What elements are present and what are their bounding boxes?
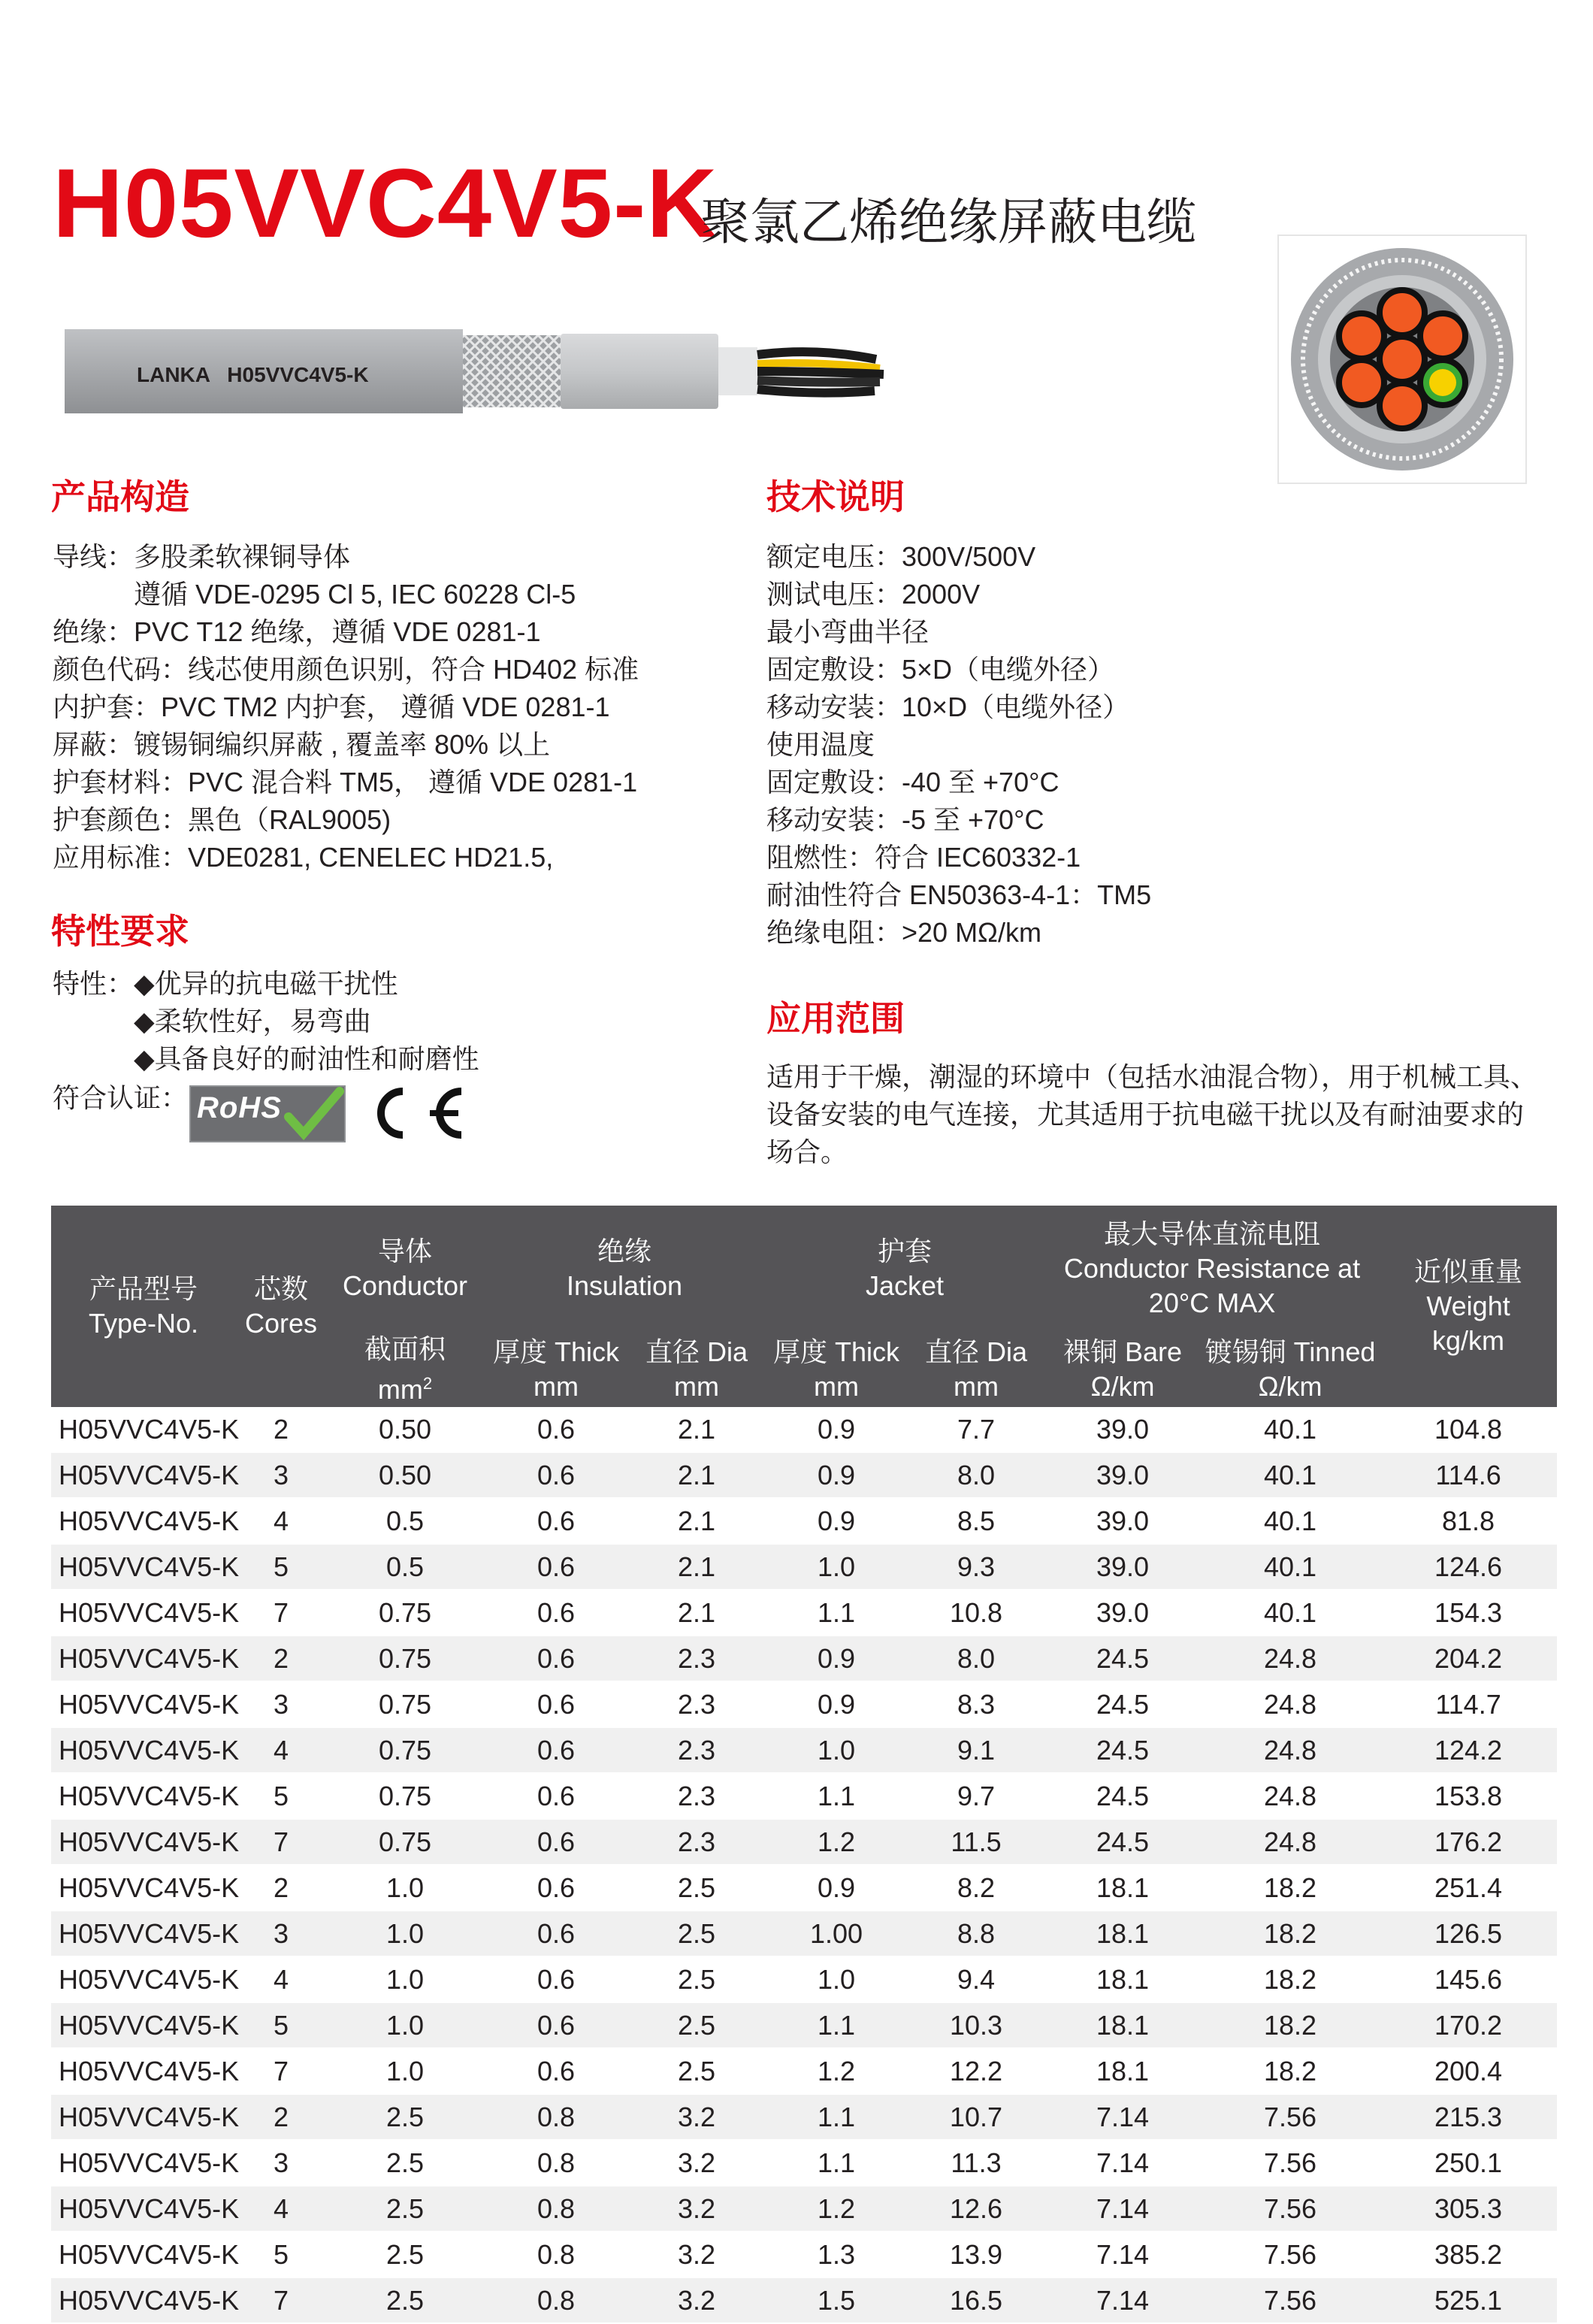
technical-line: 固定敷设：5×D（电缆外径） [766, 654, 1115, 685]
table-cell: H05VVC4V5-K [59, 2055, 240, 2086]
table-cell: 12.2 [949, 2055, 1003, 2086]
table-cell: 24.5 [1096, 1780, 1150, 1811]
table-cell: 24.5 [1096, 1688, 1150, 1720]
table-cell: 18.1 [1096, 2055, 1150, 2086]
table-cell: 0.6 [537, 1688, 576, 1720]
table-cell: 0.9 [817, 1872, 856, 1903]
table-cell: 18.2 [1263, 2055, 1317, 2086]
table-cell: H05VVC4V5-K [51, 1727, 236, 1773]
table-cell: 200.4 [1434, 2055, 1503, 2086]
table-cell: 0.6 [484, 1452, 628, 1498]
table-cell: 1.1 [817, 1780, 856, 1811]
header-bare: 裸铜 Bare Ω/km [1044, 1332, 1201, 1407]
table-cell: 2.5 [677, 1963, 716, 1995]
table-cell: 39.0 [1096, 1413, 1150, 1445]
table-cell: 8.3 [957, 1688, 996, 1720]
application-line: 适用于干燥，潮湿的环境中（包括水油混合物），用于机械工具、 [766, 1061, 1538, 1092]
table-cell: 0.6 [537, 1963, 576, 1995]
table-cell: 1.0 [326, 2002, 484, 2048]
table-cell: 0.9 [765, 1636, 908, 1681]
table-cell: 10.3 [908, 2002, 1044, 2048]
table-cell: H05VVC4V5-K [51, 2277, 236, 2323]
table-cell: 104.8 [1434, 1413, 1503, 1445]
table-cell: 124.2 [1380, 1727, 1557, 1773]
table-row [51, 1727, 1557, 1773]
table-cell: 13.9 [949, 2238, 1003, 2270]
construction-list [53, 538, 639, 876]
application-text [766, 1058, 1537, 1171]
table-cell: 5 [236, 1544, 326, 1590]
spec-table [51, 1206, 1557, 2324]
construction-line: 颜色代码：线芯使用颜色识别，符合 HD402 标准 [53, 654, 639, 685]
table-cell: 0.6 [484, 1727, 628, 1773]
table-cell: 2.3 [677, 1780, 716, 1811]
table-cell: 3.2 [628, 2186, 765, 2232]
table-cell: 2 [236, 2094, 326, 2140]
table-cell: 0.50 [378, 1413, 432, 1445]
technical-line: 固定敷设：-40 至 +70°C [766, 767, 1059, 797]
table-cell: 0.6 [484, 1636, 628, 1681]
table-cell: 7.56 [1263, 2147, 1317, 2178]
table-cell: 1.1 [817, 2147, 856, 2178]
table-cell: 0.6 [537, 1780, 576, 1811]
table-cell: 3 [236, 1452, 326, 1498]
table-cell: 114.7 [1435, 1688, 1501, 1720]
technical-line: 阻燃性：符合 IEC60332-1 [766, 842, 1081, 873]
table-cell: H05VVC4V5-K [59, 1505, 240, 1536]
table-cell: 10.7 [908, 2094, 1044, 2140]
table-row [51, 1819, 1557, 1865]
technical-heading: 技术说明 [766, 477, 905, 516]
table-cell: 7 [236, 2277, 326, 2323]
table-cell: H05VVC4V5-K [51, 2002, 236, 2048]
table-cell: 24.8 [1263, 1780, 1317, 1811]
table-cell: 2.5 [326, 2094, 484, 2140]
checkmark-icon [281, 1087, 344, 1141]
table-cell: 1.2 [817, 2055, 856, 2086]
table-cell: 145.6 [1434, 1963, 1503, 1995]
table-cell: H05VVC4V5-K [59, 1872, 240, 1903]
construction-line: 绝缘：PVC T12 绝缘，遵循 VDE 0281-1 [53, 616, 541, 647]
technical-line: 最小弯曲半径 [766, 616, 930, 647]
table-cell: 7.14 [1096, 2147, 1150, 2178]
table-cell: 1.0 [326, 1911, 484, 1956]
table-cell: 1.1 [765, 2002, 908, 2048]
feature-line: ◆柔软性好，易弯曲 [53, 1006, 371, 1036]
table-cell: 0.6 [537, 1505, 576, 1536]
table-cell: 0.6 [537, 1413, 576, 1445]
table-cell: 0.9 [817, 1413, 856, 1445]
table-cell: 18.1 [1044, 2002, 1201, 2048]
table-cell: 0.50 [326, 1452, 484, 1498]
table-row [51, 1544, 1557, 1590]
header-ins-dia: 直径 Dia mm [628, 1332, 765, 1407]
table-cell: 18.1 [1044, 1911, 1201, 1956]
table-cell: 24.8 [1201, 1819, 1380, 1865]
table-cell: 0.8 [537, 2238, 576, 2270]
construction-line: 导线：多股柔软裸铜导体 [53, 541, 351, 572]
construction-line: 屏蔽：镀锡铜编织屏蔽 , 覆盖率 80% 以上 [53, 729, 551, 760]
table-cell: 18.1 [1096, 1872, 1150, 1903]
table-cell: 24.8 [1201, 1636, 1380, 1681]
technical-line: 绝缘电阻：>20 MΩ/km [766, 917, 1041, 948]
table-cell: 0.75 [326, 1636, 484, 1681]
table-cell: 154.3 [1434, 1596, 1503, 1628]
table-cell: 1.1 [817, 1596, 856, 1628]
header-tinned: 镀锡铜 Tinned Ω/km [1201, 1332, 1380, 1407]
construction-line: 应用标准：VDE0281, CENELEC HD21.5, [53, 842, 554, 873]
table-cell: 7 [273, 2055, 289, 2086]
ce-mark-icon [358, 1087, 470, 1139]
table-cell: 18.2 [1263, 1872, 1317, 1903]
table-cell: 40.1 [1263, 1505, 1317, 1536]
table-cell: 0.75 [378, 1780, 432, 1811]
core-icon [1339, 290, 1465, 428]
table-cell: 2.3 [628, 1636, 765, 1681]
table-cell: 5 [236, 2002, 326, 2048]
table-cell: 3 [273, 1688, 289, 1720]
table-cell: 24.5 [1044, 1636, 1201, 1681]
table-cell: 3.2 [677, 2147, 716, 2178]
table-cell: 2.1 [628, 1452, 765, 1498]
table-cell: 251.4 [1434, 1872, 1503, 1903]
table-cell: 204.2 [1380, 1636, 1557, 1681]
table-cell: 7.14 [1096, 2238, 1150, 2270]
table-cell: 1.2 [765, 2186, 908, 2232]
table-cell: 3 [273, 2147, 289, 2178]
table-cell: 7 [273, 1596, 289, 1628]
table-cell: 2.1 [628, 1544, 765, 1590]
table-cell: 24.8 [1201, 1727, 1380, 1773]
rohs-logo [189, 1085, 346, 1142]
header-jac-dia: 直径 Dia mm [908, 1332, 1044, 1407]
header-conductor: 导体 Conductor [326, 1206, 484, 1332]
technical-line: 额定电压：300V/500V [766, 541, 1036, 572]
header-weight: 近似重量 Weight kg/km [1380, 1206, 1557, 1407]
table-row [51, 1911, 1557, 1956]
table-cell: H05VVC4V5-K [59, 1780, 240, 1811]
table-cell: 18.2 [1263, 1963, 1317, 1995]
table-cell: 1.5 [765, 2277, 908, 2323]
table-cell: 18.2 [1201, 2002, 1380, 2048]
table-cell: 3.2 [628, 2094, 765, 2140]
table-cell: 2.5 [628, 1911, 765, 1956]
technical-line: 测试电压：2000V [766, 579, 981, 610]
table-row [51, 1590, 1557, 1636]
table-cell: 0.6 [484, 1911, 628, 1956]
table-cell: 0.8 [484, 2186, 628, 2232]
header-jac-thick: 厚度 Thick mm [765, 1332, 908, 1407]
table-cell: 4 [273, 1963, 289, 1995]
table-cell: H05VVC4V5-K [51, 1636, 236, 1681]
header-jacket: 护套 Jacket [765, 1206, 1044, 1332]
table-cell: 16.5 [908, 2277, 1044, 2323]
construction-line: 护套颜色：黑色（RAL9005) [53, 804, 391, 835]
features-heading: 特性要求 [51, 912, 189, 951]
table-cell: 2.1 [677, 1596, 716, 1628]
construction-line: 护套材料：PVC 混合料 TM5， 遵循 VDE 0281-1 [53, 767, 638, 797]
table-cell: 24.5 [1044, 1819, 1201, 1865]
table-cell: 0.75 [326, 1727, 484, 1773]
table-cell: 525.1 [1380, 2277, 1557, 2323]
table-cell: H05VVC4V5-K [51, 2186, 236, 2232]
table-cell: 5 [273, 2238, 289, 2270]
table-cell: 0.9 [765, 1452, 908, 1498]
table-cell: 0.5 [326, 1544, 484, 1590]
table-cell: 7.56 [1201, 2186, 1380, 2232]
table-cell: 7.56 [1201, 2094, 1380, 2140]
table-cell: 40.1 [1263, 1596, 1317, 1628]
table-cell: 39.0 [1044, 1452, 1201, 1498]
table-cell: 10.8 [949, 1596, 1003, 1628]
table-cell: 114.6 [1380, 1452, 1557, 1498]
table-cell: 39.0 [1096, 1596, 1150, 1628]
table-row [51, 2186, 1557, 2232]
table-row [51, 1681, 1557, 1727]
cert-label: 符合认证： [53, 1082, 189, 1113]
table-cell: H05VVC4V5-K [51, 1544, 236, 1590]
table-row [51, 1407, 1557, 1452]
header-ins-thick: 厚度 Thick mm [484, 1332, 628, 1407]
table-cell: 1.3 [817, 2238, 856, 2270]
table-cell: 0.6 [537, 2055, 576, 2086]
table-cell: H05VVC4V5-K [51, 1452, 236, 1498]
table-cell: H05VVC4V5-K [59, 1596, 240, 1628]
table-cell: 0.8 [537, 2147, 576, 2178]
table-cell: 0.6 [537, 1872, 576, 1903]
table-cell: 153.8 [1434, 1780, 1503, 1811]
table-cell: 1.0 [385, 1963, 425, 1995]
table-cell: H05VVC4V5-K [59, 1688, 240, 1720]
table-cell: H05VVC4V5-K [59, 1413, 240, 1445]
table-cell: 215.3 [1380, 2094, 1557, 2140]
table-cell: 2.5 [628, 2002, 765, 2048]
table-cell: 7.56 [1263, 2238, 1317, 2270]
table-cell: 24.5 [1044, 1727, 1201, 1773]
table-cell: 2 [236, 1636, 326, 1681]
header-insulation: 绝缘 Insulation [484, 1206, 765, 1332]
table-cell: 7.14 [1044, 2277, 1201, 2323]
construction-line: 内护套：PVC TM2 内护套， 遵循 VDE 0281-1 [53, 691, 610, 722]
table-cell: 7.14 [1044, 2186, 1201, 2232]
table-cell: 0.75 [326, 1819, 484, 1865]
table-cell: 2.5 [385, 2147, 425, 2178]
table-cell: 4 [236, 2186, 326, 2232]
header-resistance: 最大导体直流电阻 Conductor Resistance at 20°C MAX [1044, 1206, 1380, 1332]
table-row [51, 2094, 1557, 2140]
table-cell: H05VVC4V5-K [59, 2147, 240, 2178]
product-subtitle: 聚氯乙烯绝缘屏蔽电缆 [700, 194, 1196, 250]
table-row [51, 1452, 1557, 1498]
table-cell: 40.1 [1201, 1452, 1380, 1498]
table-row [51, 2232, 1557, 2277]
table-row [51, 1865, 1557, 1911]
technical-line: 使用温度 [766, 729, 875, 760]
table-cell: 0.6 [484, 2002, 628, 2048]
application-heading: 应用范围 [766, 999, 905, 1038]
table-cell: 12.6 [908, 2186, 1044, 2232]
table-cell: 7.56 [1201, 2277, 1380, 2323]
table-cell: 2.3 [628, 1819, 765, 1865]
header-type: 产品型号 Type-No. [51, 1206, 236, 1407]
table-cell: 0.8 [484, 2094, 628, 2140]
table-cell: 176.2 [1380, 1819, 1557, 1865]
table-cell: 39.0 [1044, 1544, 1201, 1590]
technical-list [766, 538, 1151, 952]
application-line: 设备安装的电气连接，尤其适用于抗电磁干扰以及有耐油要求的 [766, 1099, 1525, 1130]
table-cell: 1.0 [765, 1727, 908, 1773]
table-cell: 0.6 [484, 1544, 628, 1590]
application-line: 场合。 [766, 1136, 848, 1167]
table-cell: H05VVC4V5-K [51, 1819, 236, 1865]
cable-print-text: LANKA H05VVC4V5-K [137, 363, 369, 386]
construction-heading: 产品构造 [51, 477, 189, 516]
table-row [51, 1636, 1557, 1681]
table-row [51, 2002, 1557, 2048]
features-list [53, 965, 479, 1078]
table-cell: 5 [273, 1780, 289, 1811]
table-cell: 1.0 [385, 2055, 425, 2086]
table-cell: 11.5 [908, 1819, 1044, 1865]
conductor-wires-icon [757, 352, 884, 392]
table-row [51, 2277, 1557, 2323]
table-cell: 385.2 [1434, 2238, 1503, 2270]
technical-line: 移动安装：10×D（电缆外径） [766, 691, 1130, 722]
construction-line: 遵循 VDE-0295 Cl 5, IEC 60228 Cl-5 [53, 579, 576, 610]
table-cell: 8.8 [908, 1911, 1044, 1956]
table-cell: 8.0 [908, 1452, 1044, 1498]
table-cell: 1.00 [765, 1911, 908, 1956]
table-row [51, 2048, 1557, 2094]
table-cell: 4 [236, 1727, 326, 1773]
table-cell: 7.14 [1044, 2094, 1201, 2140]
table-cell: 2 [273, 1413, 289, 1445]
table-cell: 9.3 [908, 1544, 1044, 1590]
table-cell: H05VVC4V5-K [51, 1911, 236, 1956]
table-cell: 2.3 [628, 1727, 765, 1773]
table-row [51, 1773, 1557, 1819]
table-cell: H05VVC4V5-K [59, 1963, 240, 1995]
table-cell: H05VVC4V5-K [51, 2094, 236, 2140]
table-cell: 1.1 [765, 2094, 908, 2140]
technical-line: 移动安装：-5 至 +70°C [766, 804, 1044, 835]
table-cell: 0.75 [378, 1688, 432, 1720]
table-cell: 18.2 [1201, 1911, 1380, 1956]
feature-line: 特性：◆优异的抗电磁干扰性 [53, 968, 398, 999]
table-cell: 0.6 [484, 1819, 628, 1865]
spec-table-body [51, 1407, 1557, 2323]
table-cell: 11.3 [951, 2147, 1002, 2178]
table-cell: 9.1 [908, 1727, 1044, 1773]
table-row [51, 2140, 1557, 2186]
table-cell: 40.1 [1263, 1413, 1317, 1445]
table-cell: 40.1 [1201, 1544, 1380, 1590]
table-cell: 2.3 [677, 1688, 716, 1720]
table-cell: 3 [236, 1911, 326, 1956]
table-cell: 8.0 [908, 1636, 1044, 1681]
table-cell: 1.0 [817, 1963, 856, 1995]
table-cell: 2 [273, 1872, 289, 1903]
table-cell: 250.1 [1434, 2147, 1503, 2178]
table-cell: 2.5 [326, 2186, 484, 2232]
table-cell: 8.5 [957, 1505, 996, 1536]
table-cell: 124.6 [1380, 1544, 1557, 1590]
table-cell: 81.8 [1441, 1505, 1495, 1536]
header-cores: 芯数 Cores [236, 1206, 326, 1407]
table-cell: 24.8 [1263, 1688, 1317, 1720]
technical-line: 耐油性符合 EN50363-4-1：TM5 [766, 879, 1152, 910]
table-cell: 0.9 [817, 1505, 856, 1536]
table-cell: 1.2 [765, 1819, 908, 1865]
feature-line: ◆具备良好的耐油性和耐磨性 [53, 1043, 479, 1074]
table-cell: 1.0 [765, 1544, 908, 1590]
table-cell: 2.1 [677, 1413, 716, 1445]
table-cell: 3.2 [677, 2238, 716, 2270]
product-model-title: H05VVC4V5-K [53, 148, 718, 258]
table-cell: 0.75 [378, 1596, 432, 1628]
table-cell: 2.5 [677, 1872, 716, 1903]
table-cell: 39.0 [1096, 1505, 1150, 1536]
table-cell: 2.5 [385, 2238, 425, 2270]
table-cell: 2.5 [326, 2277, 484, 2323]
table-cell: 0.8 [484, 2277, 628, 2323]
table-cell: 0.5 [385, 1505, 425, 1536]
table-row [51, 1498, 1557, 1544]
table-row [51, 1956, 1557, 2002]
table-cell: 0.9 [817, 1688, 856, 1720]
table-cell: 9.7 [957, 1780, 996, 1811]
header-area: 截面积 $mm^2$ [326, 1332, 484, 1407]
table-cell: 126.5 [1380, 1911, 1557, 1956]
table-cell: 2.1 [677, 1505, 716, 1536]
table-cell: 7.7 [957, 1413, 996, 1445]
rohs-text: RoHS [197, 1091, 282, 1124]
table-cell: 1.0 [385, 1872, 425, 1903]
table-cell: 7 [236, 1819, 326, 1865]
table-cell: H05VVC4V5-K [59, 2238, 240, 2270]
table-cell: 170.2 [1380, 2002, 1557, 2048]
table-cell: 2.5 [677, 2055, 716, 2086]
table-cell: 0.6 [537, 1596, 576, 1628]
table-cell: 305.3 [1380, 2186, 1557, 2232]
table-cell: 3.2 [628, 2277, 765, 2323]
table-cell: 8.2 [957, 1872, 996, 1903]
table-cell: 9.4 [957, 1963, 996, 1995]
cable-cross-section [1277, 235, 1527, 484]
table-cell: 4 [273, 1505, 289, 1536]
table-cell: 18.1 [1096, 1963, 1150, 1995]
